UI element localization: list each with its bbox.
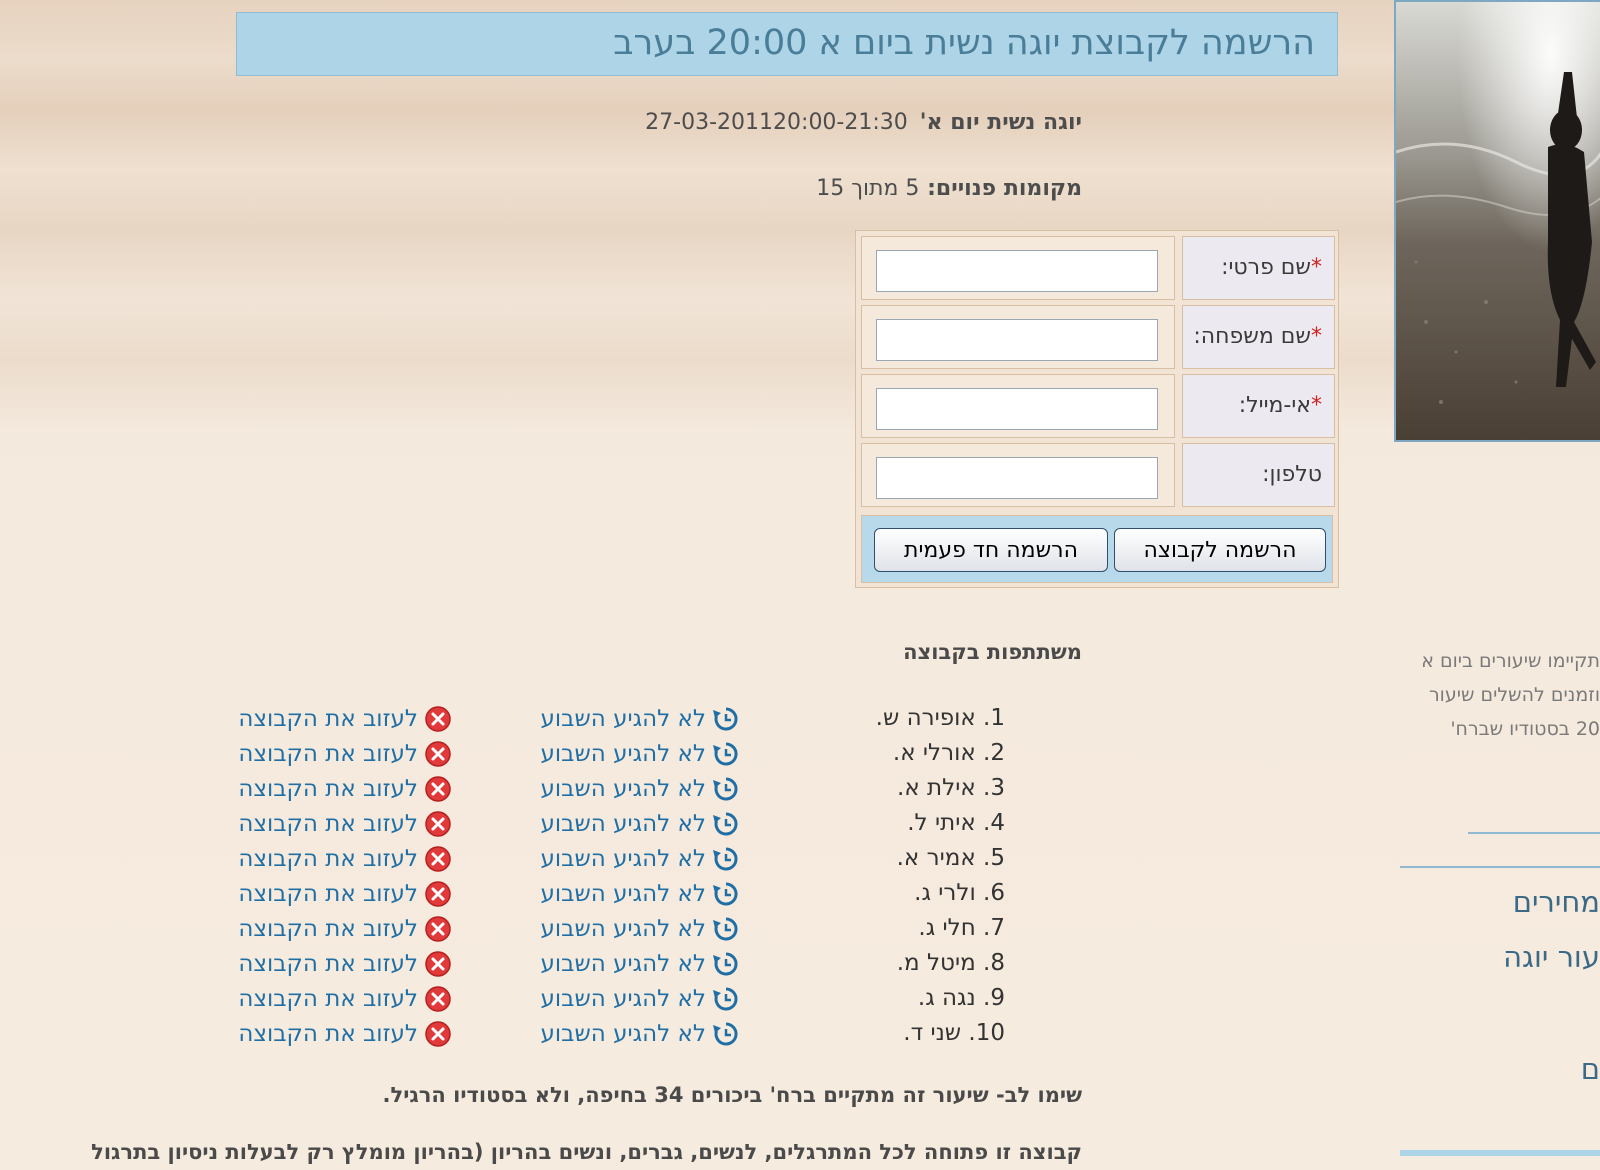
calendar-skip-icon [712,810,740,838]
form-row-email [861,374,1333,438]
leave-group-link[interactable]: לעזוב את הקבוצה [238,985,452,1013]
calendar-skip-icon [712,880,740,908]
leave-group-link[interactable]: לעזוב את הקבוצה [238,1020,452,1048]
sidebar-box-top [1400,1150,1600,1156]
event-name: יוגה נשית יום א' [919,110,1082,135]
leave-group-link[interactable]: לעזוב את הקבוצה [238,950,452,978]
sidebar-text-line: 20 בסטודיו שברח' [1450,718,1600,740]
leave-group-link[interactable]: לעזוב את הקבוצה [238,810,452,838]
spots-value: 5 מתוך 15 [816,176,920,201]
required-mark: * [1311,255,1322,280]
event-info [617,110,1082,135]
red-x-circle-icon [424,880,452,908]
skip-week-link[interactable]: לא להגיע השבוע [541,705,740,733]
participant-name: 5. אמיר א. [896,845,1005,871]
participants-heading: משתתפות בקבוצה [903,640,1082,664]
participant-name: 4. איתי ל. [907,810,1005,836]
leave-group-link[interactable]: לעזוב את הקבוצה [238,705,452,733]
list-item [0,740,1340,774]
skip-week-link[interactable]: לא להגיע השבוע [541,915,740,943]
calendar-skip-icon [712,775,740,803]
participant-name: 8. מיטל מ. [896,950,1005,976]
list-item [0,775,1340,809]
page-title: הרשמה לקבוצת יוגה נשית ביום א 20:00 בערב [613,23,1315,63]
leave-group-link[interactable]: לעזוב את הקבוצה [238,775,452,803]
red-x-circle-icon [424,985,452,1013]
calendar-skip-icon [712,915,740,943]
event-time: 20:00-21:30 [773,110,908,135]
skip-week-link[interactable]: לא להגיע השבוע [541,845,740,873]
skip-week-link[interactable]: לא להגיע השבוע [541,950,740,978]
open-to-note: קבוצה זו פתוחה לכל המתרגלים, לנשים, גברים, ונשים בהריון (בהריון מומלץ רק לבעלות ניסיון בתרגול [91,1140,1082,1164]
last-name-input[interactable] [876,319,1158,361]
list-item [0,810,1340,844]
register-group-button[interactable]: הרשמה לקבוצה [1114,528,1326,572]
list-item [0,845,1340,879]
photo-image [1396,2,1600,440]
sidebar-divider [1468,832,1600,834]
list-item [0,985,1340,1019]
red-x-circle-icon [424,810,452,838]
leave-group-link[interactable]: לעזוב את הקבוצה [238,740,452,768]
skip-week-link[interactable]: לא להגיע השבוע [541,775,740,803]
required-mark: * [1311,393,1322,418]
registration-form [855,230,1339,588]
participants-list [0,705,1340,1055]
participant-name: 10. שני ד. [903,1020,1005,1046]
calendar-skip-icon [712,985,740,1013]
email-label: *אי-מייל: [1182,374,1335,438]
yoga-beach-photo [1394,0,1600,442]
list-item [0,915,1340,949]
form-row-first-name [861,236,1333,300]
event-date: 27-03-2011 [645,110,774,135]
list-item [0,705,1340,739]
calendar-skip-icon [712,950,740,978]
red-x-circle-icon [424,950,452,978]
calendar-skip-icon [712,1020,740,1048]
sidebar-heading-prices[interactable]: מחירים [1512,885,1600,919]
leave-group-link[interactable]: לעזוב את הקבוצה [238,915,452,943]
venue-note: שימו לב- שיעור זה מתקיים ברח' ביכורים 34 בחיפה, ולא בסטודיו הרגיל. [382,1083,1082,1107]
red-x-circle-icon [424,705,452,733]
sidebar-text-line: תקיימו שיעורים ביום א [1421,650,1600,672]
page-title-bar [236,12,1338,76]
red-x-circle-icon [424,740,452,768]
email-input[interactable] [876,388,1158,430]
sidebar-heading-yoga[interactable]: עור יוגה [1503,940,1600,974]
sidebar-text-line: וזמנים להשלים שיעור [1428,684,1600,706]
skip-week-link[interactable]: לא להגיע השבוע [541,985,740,1013]
participant-name: 6. ולרי ג. [914,880,1005,906]
last-name-label: *שם משפחה: [1182,305,1335,369]
participant-name: 7. חלי ג. [918,915,1005,941]
skip-week-link[interactable]: לא להגיע השבוע [541,810,740,838]
calendar-skip-icon [712,705,740,733]
form-row-last-name [861,305,1333,369]
list-item [0,950,1340,984]
participant-name: 3. אילת א. [897,775,1005,801]
red-x-circle-icon [424,845,452,873]
calendar-skip-icon [712,845,740,873]
red-x-circle-icon [424,915,452,943]
sidebar-fragment: ם [1580,1052,1600,1086]
skip-week-link[interactable]: לא להגיע השבוע [541,880,740,908]
phone-label: טלפון: [1182,443,1335,507]
sidebar [1340,0,1600,1170]
leave-group-link[interactable]: לעזוב את הקבוצה [238,845,452,873]
list-item [0,880,1340,914]
available-spots [816,176,1082,201]
first-name-label: *שם פרטי: [1182,236,1335,300]
first-name-input[interactable] [876,250,1158,292]
spots-label: מקומות פנויים: [927,176,1082,201]
skip-week-link[interactable]: לא להגיע השבוע [541,1020,740,1048]
form-row-phone [861,443,1333,507]
participant-name: 1. אופירה ש. [875,705,1005,731]
phone-input[interactable] [876,457,1158,499]
calendar-skip-icon [712,740,740,768]
skip-week-link[interactable]: לא להגיע השבוע [541,740,740,768]
form-buttons [861,515,1333,583]
sidebar-divider [1400,866,1600,868]
leave-group-link[interactable]: לעזוב את הקבוצה [238,880,452,908]
red-x-circle-icon [424,1020,452,1048]
participant-name: 9. נגה ג. [917,985,1005,1011]
register-once-button[interactable]: הרשמה חד פעמית [874,528,1108,572]
participant-name: 2. אורלי א. [892,740,1005,766]
red-x-circle-icon [424,775,452,803]
required-mark: * [1311,324,1322,349]
list-item [0,1020,1340,1054]
